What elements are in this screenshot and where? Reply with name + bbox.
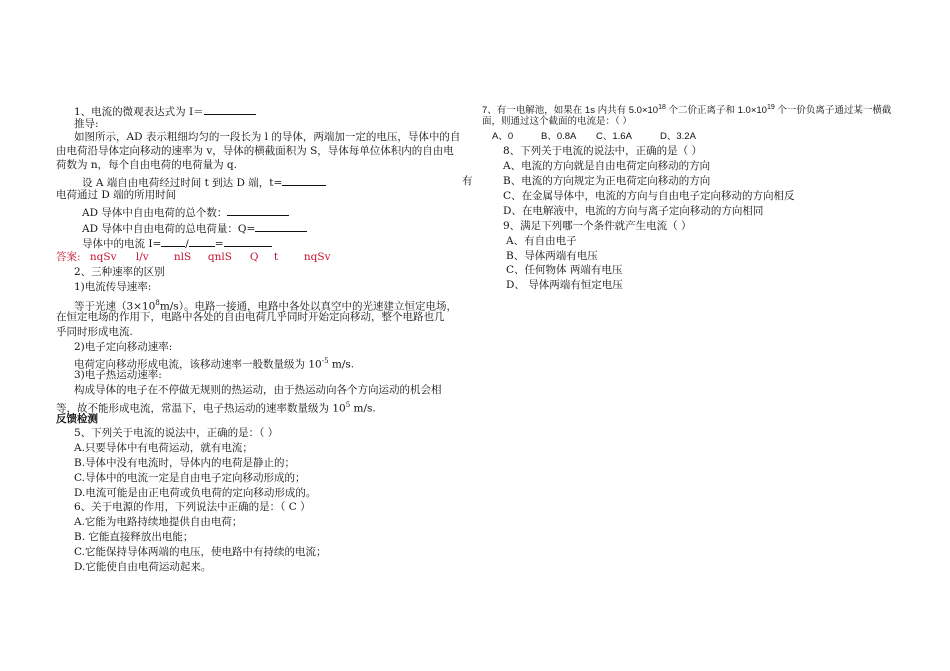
answer-item: Q <box>249 251 259 263</box>
question-1: 1、电流的微观表达式为 I＝ <box>74 103 256 119</box>
option-item: B、导体两端有电压 <box>506 250 598 262</box>
option-item: A.只要导体中有电荷运动，就有电流； <box>74 442 253 454</box>
overflow-text: 有 <box>462 175 473 187</box>
option-item: D、3.2A <box>660 131 696 142</box>
option-item: C、1.6A <box>596 131 632 142</box>
option-item: C、任何物体 两端有电压 <box>506 264 623 276</box>
charge-count-line: AD 导体中自由电荷的总个数： <box>82 204 289 220</box>
answer-item: nqSv <box>89 251 117 263</box>
paragraph-line: 在恒定电场的作用下，电路中各处的自由电荷几乎同时开始定向移动，整个电路也几 <box>56 311 445 323</box>
blank-i3 <box>224 235 272 247</box>
question-9: 9、满足下列哪一个条件就产生电流（ ） <box>503 220 692 232</box>
question-2: 2、三种速率的区别 <box>74 266 165 278</box>
answer-item: t <box>273 251 279 263</box>
paragraph-line: 电荷定向移动形成电流，该移动速率一般数量级为 $10^{-5}$ m/s. <box>74 357 355 371</box>
derive-label: 推导: <box>74 118 99 130</box>
option-item: D.电流可能是由正电荷或负电荷的定向移动形成的。 <box>74 487 317 499</box>
answer-item: nlS <box>173 251 192 263</box>
q7-options <box>492 130 696 144</box>
option-item: A、有自由电子 <box>506 235 577 247</box>
paragraph-line: 如图所示，AD 表示粗细均匀的一段长为 l 的导体，两端加一定的电压，导体中的自 <box>74 131 461 143</box>
answer-item: nqSv <box>303 251 331 263</box>
paragraph-line: 等，故不能形成电流，常温下，电子热运动的速率数量级为 $10^5$ m/s. <box>56 401 376 415</box>
paragraph-line: 构成导体的电子在不停做无规则的热运动，由于热运动向各个方向运动的机会相 <box>74 384 442 396</box>
paragraph-line: 等于光速$(3\times 10^8m/s)$。电路一接通，电路中各处以真空中的光速建立恒定电场， <box>74 299 457 313</box>
section-title: 1)电流传导速率: <box>74 281 152 293</box>
section-title: 3)电子热运动速率: <box>74 369 162 381</box>
option-item: D、在电解液中，电流的方向与离子定向移动的方向相同 <box>503 205 764 217</box>
question-7: 7、有一电解池，如果在 1s 内共有 $5.0\times 10^{18}$ 个二价正离子和 $1.0\times 10^{19}$ 个一价负离子通过某一横截 <box>482 104 892 117</box>
answer-item: l/v <box>135 251 149 263</box>
paragraph-line: 乎同时形成电流. <box>56 326 133 338</box>
question-7-cont: 面，则通过这个截面的电流是：（ ） <box>482 116 632 127</box>
option-item: B. 它能直接释放出电能； <box>74 531 194 543</box>
option-item: B、电流的方向规定为正电荷定向移动的方向 <box>503 175 711 187</box>
option-item: C.导体中的电流一定是自由电子定向移动形成的； <box>74 472 306 484</box>
blank-q <box>255 220 307 232</box>
feedback-heading: 反馈检测 <box>56 413 98 425</box>
option-item: C、在金属导体中，电流的方向与自由电子定向移动的方向相反 <box>503 190 795 202</box>
paragraph-line: 荷数为 n，每个自由电荷的电荷量为 q. <box>56 159 237 171</box>
option-item: A、0 <box>492 131 514 142</box>
blank-i1 <box>161 235 185 247</box>
option-item: B.导体中没有电流时，导体内的电荷是静止的； <box>74 457 296 469</box>
current-line: 导体中的电流 I= / = <box>82 235 272 251</box>
blank-1 <box>204 103 256 115</box>
option-item: B、0.8A <box>541 131 577 142</box>
blank-count <box>227 204 289 216</box>
blank-i2 <box>189 235 215 247</box>
option-item: D.它能使自由电荷运动起来。 <box>74 561 212 573</box>
question-5: 5、下列关于电流的说法中，正确的是：（ ） <box>74 427 279 439</box>
time-line: 设 A 端自由电荷经过时间 t 到达 D 端，t= <box>82 174 326 190</box>
paragraph-line: 电荷通过 D 端的所用时间 <box>56 189 177 201</box>
answer-line: 答案: nqSv l/v nlS qnlS Q t nqSv <box>56 251 331 263</box>
charge-total-line: AD 导体中自由电荷的总电荷量：Q= <box>82 220 307 236</box>
question-8: 8、下列关于电流的说法中，正确的是（ ） <box>503 145 703 157</box>
paragraph-line: 由电荷沿导体定向移动的速率为 v，导体的横截面积为 S，导体每单位体积内的自由电 <box>56 145 454 157</box>
option-item: A.它能为电路持续地提供自由电荷； <box>74 516 243 528</box>
answer-item: qnlS <box>207 251 232 263</box>
section-title: 2)电子定向移动速率: <box>74 341 173 353</box>
option-item: C.它能保持导体两端的电压，使电路中有持续的电流； <box>74 546 327 558</box>
blank-t <box>282 174 326 186</box>
option-item: D、 导体两端有恒定电压 <box>506 279 623 291</box>
option-item: A、电流的方向就是自由电荷定向移动的方向 <box>503 160 711 172</box>
question-6: 6、关于电源的作用，下列说法中正确的是：（ C ） <box>74 501 311 513</box>
